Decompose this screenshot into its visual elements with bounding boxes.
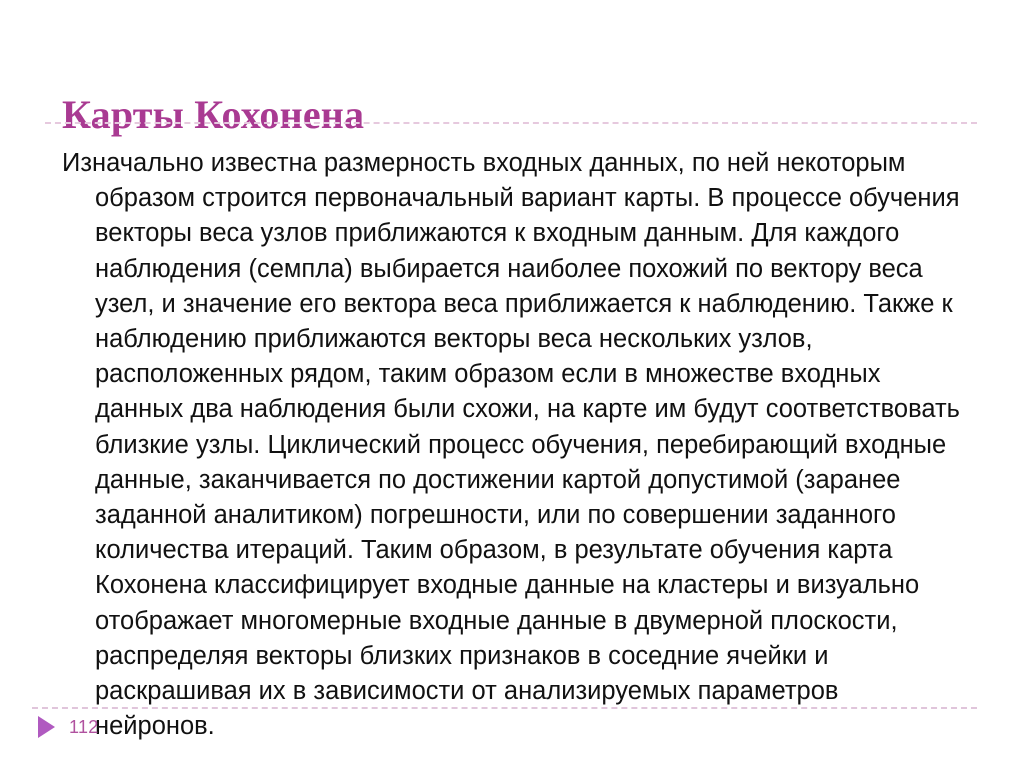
body-paragraph: Изначально известна размерность входных данных, по ней некоторым образом строится первоначальный вариант карты. В процессе обучения векторы веса узлов приближаются к входным данным. Для каждого наблюдения (семпла) выбирается наиболее похожий по вектору веса узел, и значение его вектора веса приближается к наблюдению. Также к наблюдению приближаются векторы веса нескольких узлов, расположенных рядом, таким образом если в множестве входных данных два наблюдения были схожи, на карте им будут соответствовать близкие узлы. Циклический процесс обучения, перебирающий входные данные, заканчивается по достижении картой допустимой (заранее заданной аналитиком) погрешности, или по совершении заданного количества итераций. Таким образом, в результате обучения карта Кохонена классифицирует входные данные на кластеры и визуально отображает многомерные входные данные в двумерной плоскости, распределяя векторы близких признаков в соседние ячейки и раскрашивая их в зависимости от анализируемых параметров нейронов. [62,149,960,741]
title-divider-rule [45,122,977,124]
play-triangle-icon[interactable] [38,716,55,738]
page-title: Карты Кохонена [62,91,365,137]
page-number: 112 [69,717,99,737]
slide-body-text [29,146,964,744]
footer-divider-rule [32,707,977,709]
slide-footer [38,716,99,738]
